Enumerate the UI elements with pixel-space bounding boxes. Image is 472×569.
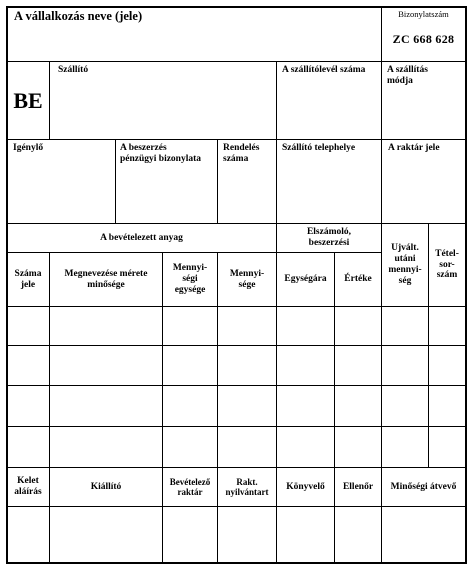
doc-code: BE [13,87,43,113]
unit-of-measure-header: Mennyi- ségi egysége [172,263,208,295]
item-line-number-header: Tétel- sor- szám [435,248,459,281]
number-code-header: Száma jele [14,268,42,290]
supplier-site-label: Szállító telephelye [282,143,356,153]
table-row[interactable] [7,307,465,345]
date-signature-label: Kelet aláírás [14,476,42,497]
receiving-warehouse-label: Bevételező raktár [169,476,211,497]
unit-price-header: Egységára [284,274,327,285]
signature-row[interactable] [7,507,465,562]
material-group-header: A bevételezett anyag [100,232,183,243]
issuer-label: Kiállító [90,481,122,492]
table-row[interactable] [7,386,465,426]
line-v-49-top [49,61,50,140]
doc-number: ZC 668 628 [392,32,455,47]
value-header: Értéke [344,274,372,285]
quality-inspector-label: Minőségi átvevő [390,481,457,492]
border-right [465,6,467,564]
company-name-label: A vállalkozás neve (jele) [14,9,143,23]
warehouse-label: A raktár jele [388,143,440,153]
quantity-header: Mennyi- sége [229,268,265,290]
pricing-group-header: Elszámoló, beszerzési [306,227,352,248]
accountant-label: Könyvelő [286,481,325,492]
table-row[interactable] [7,346,465,385]
revaluation-quantity-header: Ujvált. utáni mennyi- ség [388,243,422,286]
financial-doc-label: A beszerzés pénzügyi bizonylata [120,143,202,164]
checker-label: Ellenőr [342,481,374,492]
supplier-label: Szállító [58,65,89,75]
inventory-keeper-label: Rakt. nyilvántart [225,476,269,497]
doc-number-label: Bizonylatszám [398,9,449,20]
name-size-quality-header: Megnevezése mérete minősége [64,268,148,290]
requester-label: Igénylő [13,143,44,153]
delivery-mode-label: A szállítás módja [387,65,428,86]
border-bottom [6,562,467,564]
order-number-label: Rendelés száma [223,143,260,164]
table-row[interactable] [7,427,465,467]
delivery-note-label: A szállítólevél száma [282,65,366,75]
